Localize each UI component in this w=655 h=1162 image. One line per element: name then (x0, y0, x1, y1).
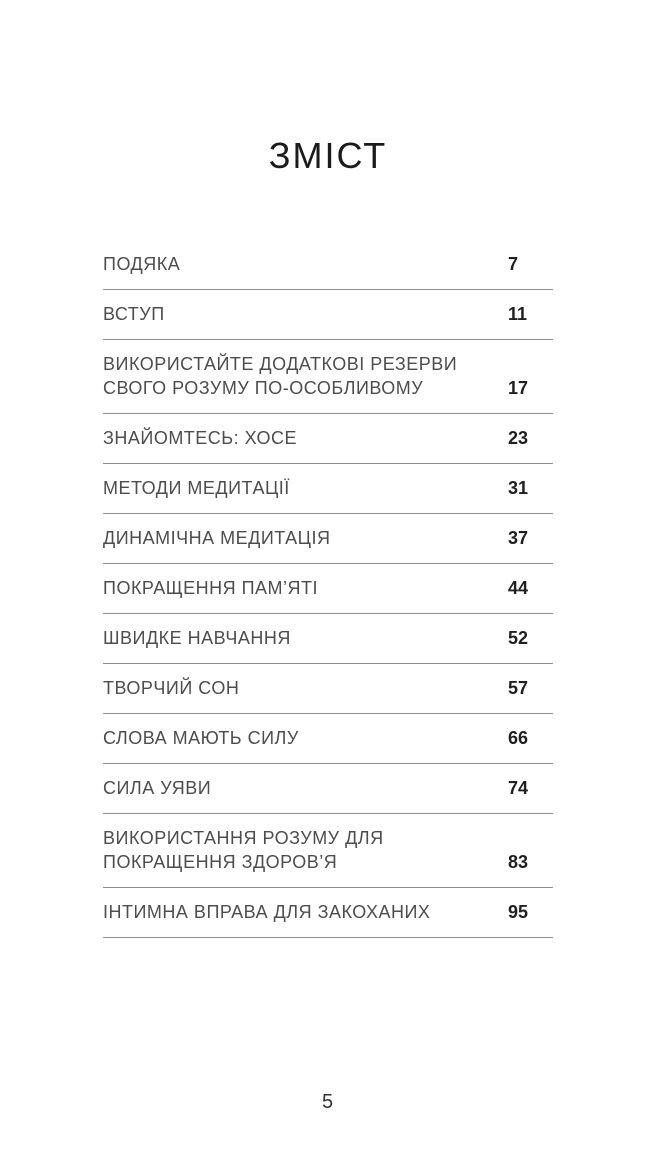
toc-entry-page-number: 57 (508, 678, 529, 698)
toc-entry-page-number: 17 (508, 378, 529, 398)
toc-entry-label: ДИНАМІЧНА МЕДИТАЦІЯ (103, 528, 331, 548)
toc-entry (103, 764, 553, 814)
toc-entry-label: ВИКОРИСТАННЯ РОЗУМУ ДЛЯ ПОКРАЩЕННЯ ЗДОРОВ’Я (103, 828, 384, 872)
toc-entry (103, 814, 553, 888)
toc-entry-label: ПОДЯКА (103, 254, 181, 274)
toc-entry-label: ВИКОРИСТАЙТЕ ДОДАТКОВІ РЕЗЕРВИ СВОГО РОЗУМУ ПО-ОСОБЛИВОМУ (103, 354, 458, 398)
toc-entry-label: ТВОРЧИЙ СОН (103, 678, 240, 698)
toc-entry-label: СИЛА УЯВИ (103, 778, 212, 798)
page-number: 5 (321, 1091, 334, 1113)
toc-entry-page-number: 66 (508, 728, 529, 748)
toc-entry-page-number: 44 (508, 578, 529, 598)
toc-entry-label: ПОКРАЩЕННЯ ПАМ’ЯТІ (103, 578, 319, 598)
toc-entry (103, 290, 553, 340)
toc-entry-page-number: 83 (508, 852, 529, 872)
toc-entry-page-number: 74 (508, 778, 529, 798)
toc-entry (103, 240, 553, 290)
toc-entry (103, 414, 553, 464)
toc-entry-page-number: 31 (508, 478, 529, 498)
toc-entry-label: ВСТУП (103, 304, 165, 324)
toc-entry-page-number: 11 (508, 304, 528, 324)
toc-entry (103, 614, 553, 664)
toc-entry-label: СЛОВА МАЮТЬ СИЛУ (103, 728, 299, 748)
toc-list (103, 240, 553, 938)
toc-entry (103, 564, 553, 614)
toc-entry-page-number: 7 (508, 254, 519, 274)
toc-entry (103, 664, 553, 714)
page-title: ЗМІСТ (268, 135, 388, 176)
toc-entry (103, 714, 553, 764)
toc-entry-page-number: 52 (508, 628, 529, 648)
toc-entry-label: ІНТИМНА ВПРАВА ДЛЯ ЗАКОХАНИХ (103, 902, 431, 922)
toc-entry-label: ШВИДКЕ НАВЧАННЯ (103, 628, 291, 648)
toc-entry (103, 464, 553, 514)
toc-entry (103, 340, 553, 414)
toc-page (0, 135, 655, 1162)
toc-entry-label: МЕТОДИ МЕДИТАЦІЇ (103, 478, 290, 498)
toc-entry-page-number: 95 (508, 902, 529, 922)
toc-entry-page-number: 37 (508, 528, 529, 548)
toc-entry-page-number: 23 (508, 428, 529, 448)
toc-entry (103, 888, 553, 938)
toc-entry (103, 514, 553, 564)
toc-entry-label: ЗНАЙОМТЕСЬ: ХОСЕ (103, 428, 298, 448)
